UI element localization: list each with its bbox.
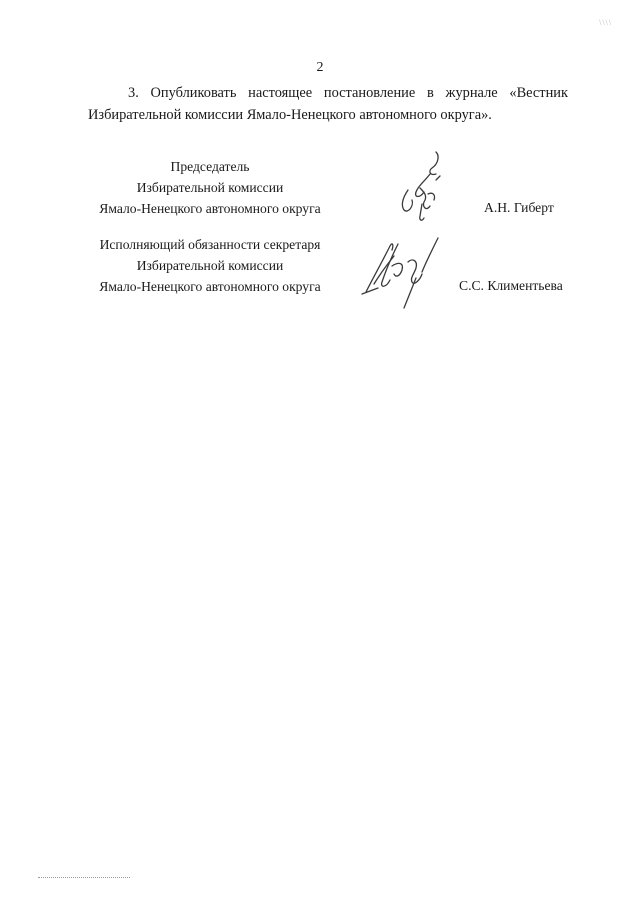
secretary-signature: [352, 222, 452, 314]
paragraph-line-2: Избирательной комиссии Ямало-Ненецкого автономного округа».: [88, 107, 492, 123]
secretary-title-line-1: Исполняющий обязанности секретаря: [99, 237, 321, 252]
corner-mark: \\\\: [599, 18, 612, 27]
chairman-title: [88, 156, 332, 219]
secretary-name: С.С. Климентьева: [459, 278, 563, 293]
chairman-signature: [378, 146, 458, 226]
secretary-title-line-3: Ямало-Ненецкого автономного округа: [99, 279, 321, 294]
page-number: 2: [316, 60, 324, 75]
secretary-title-line-2: Избирательной комиссии: [136, 258, 284, 273]
secretary-title: [88, 234, 332, 297]
chairman-title-line-3: Ямало-Ненецкого автономного округа: [99, 201, 321, 216]
chairman-title-line-2: Избирательной комиссии: [136, 180, 284, 195]
resolution-item-3: [88, 82, 568, 126]
chairman-name: А.Н. Гиберт: [484, 200, 554, 215]
paragraph-line-1: 3. Опубликовать настоящее постановление в журнале «Вестник: [128, 85, 568, 101]
footer-dotted-line: [38, 877, 130, 878]
chairman-title-line-1: Председатель: [170, 159, 250, 174]
